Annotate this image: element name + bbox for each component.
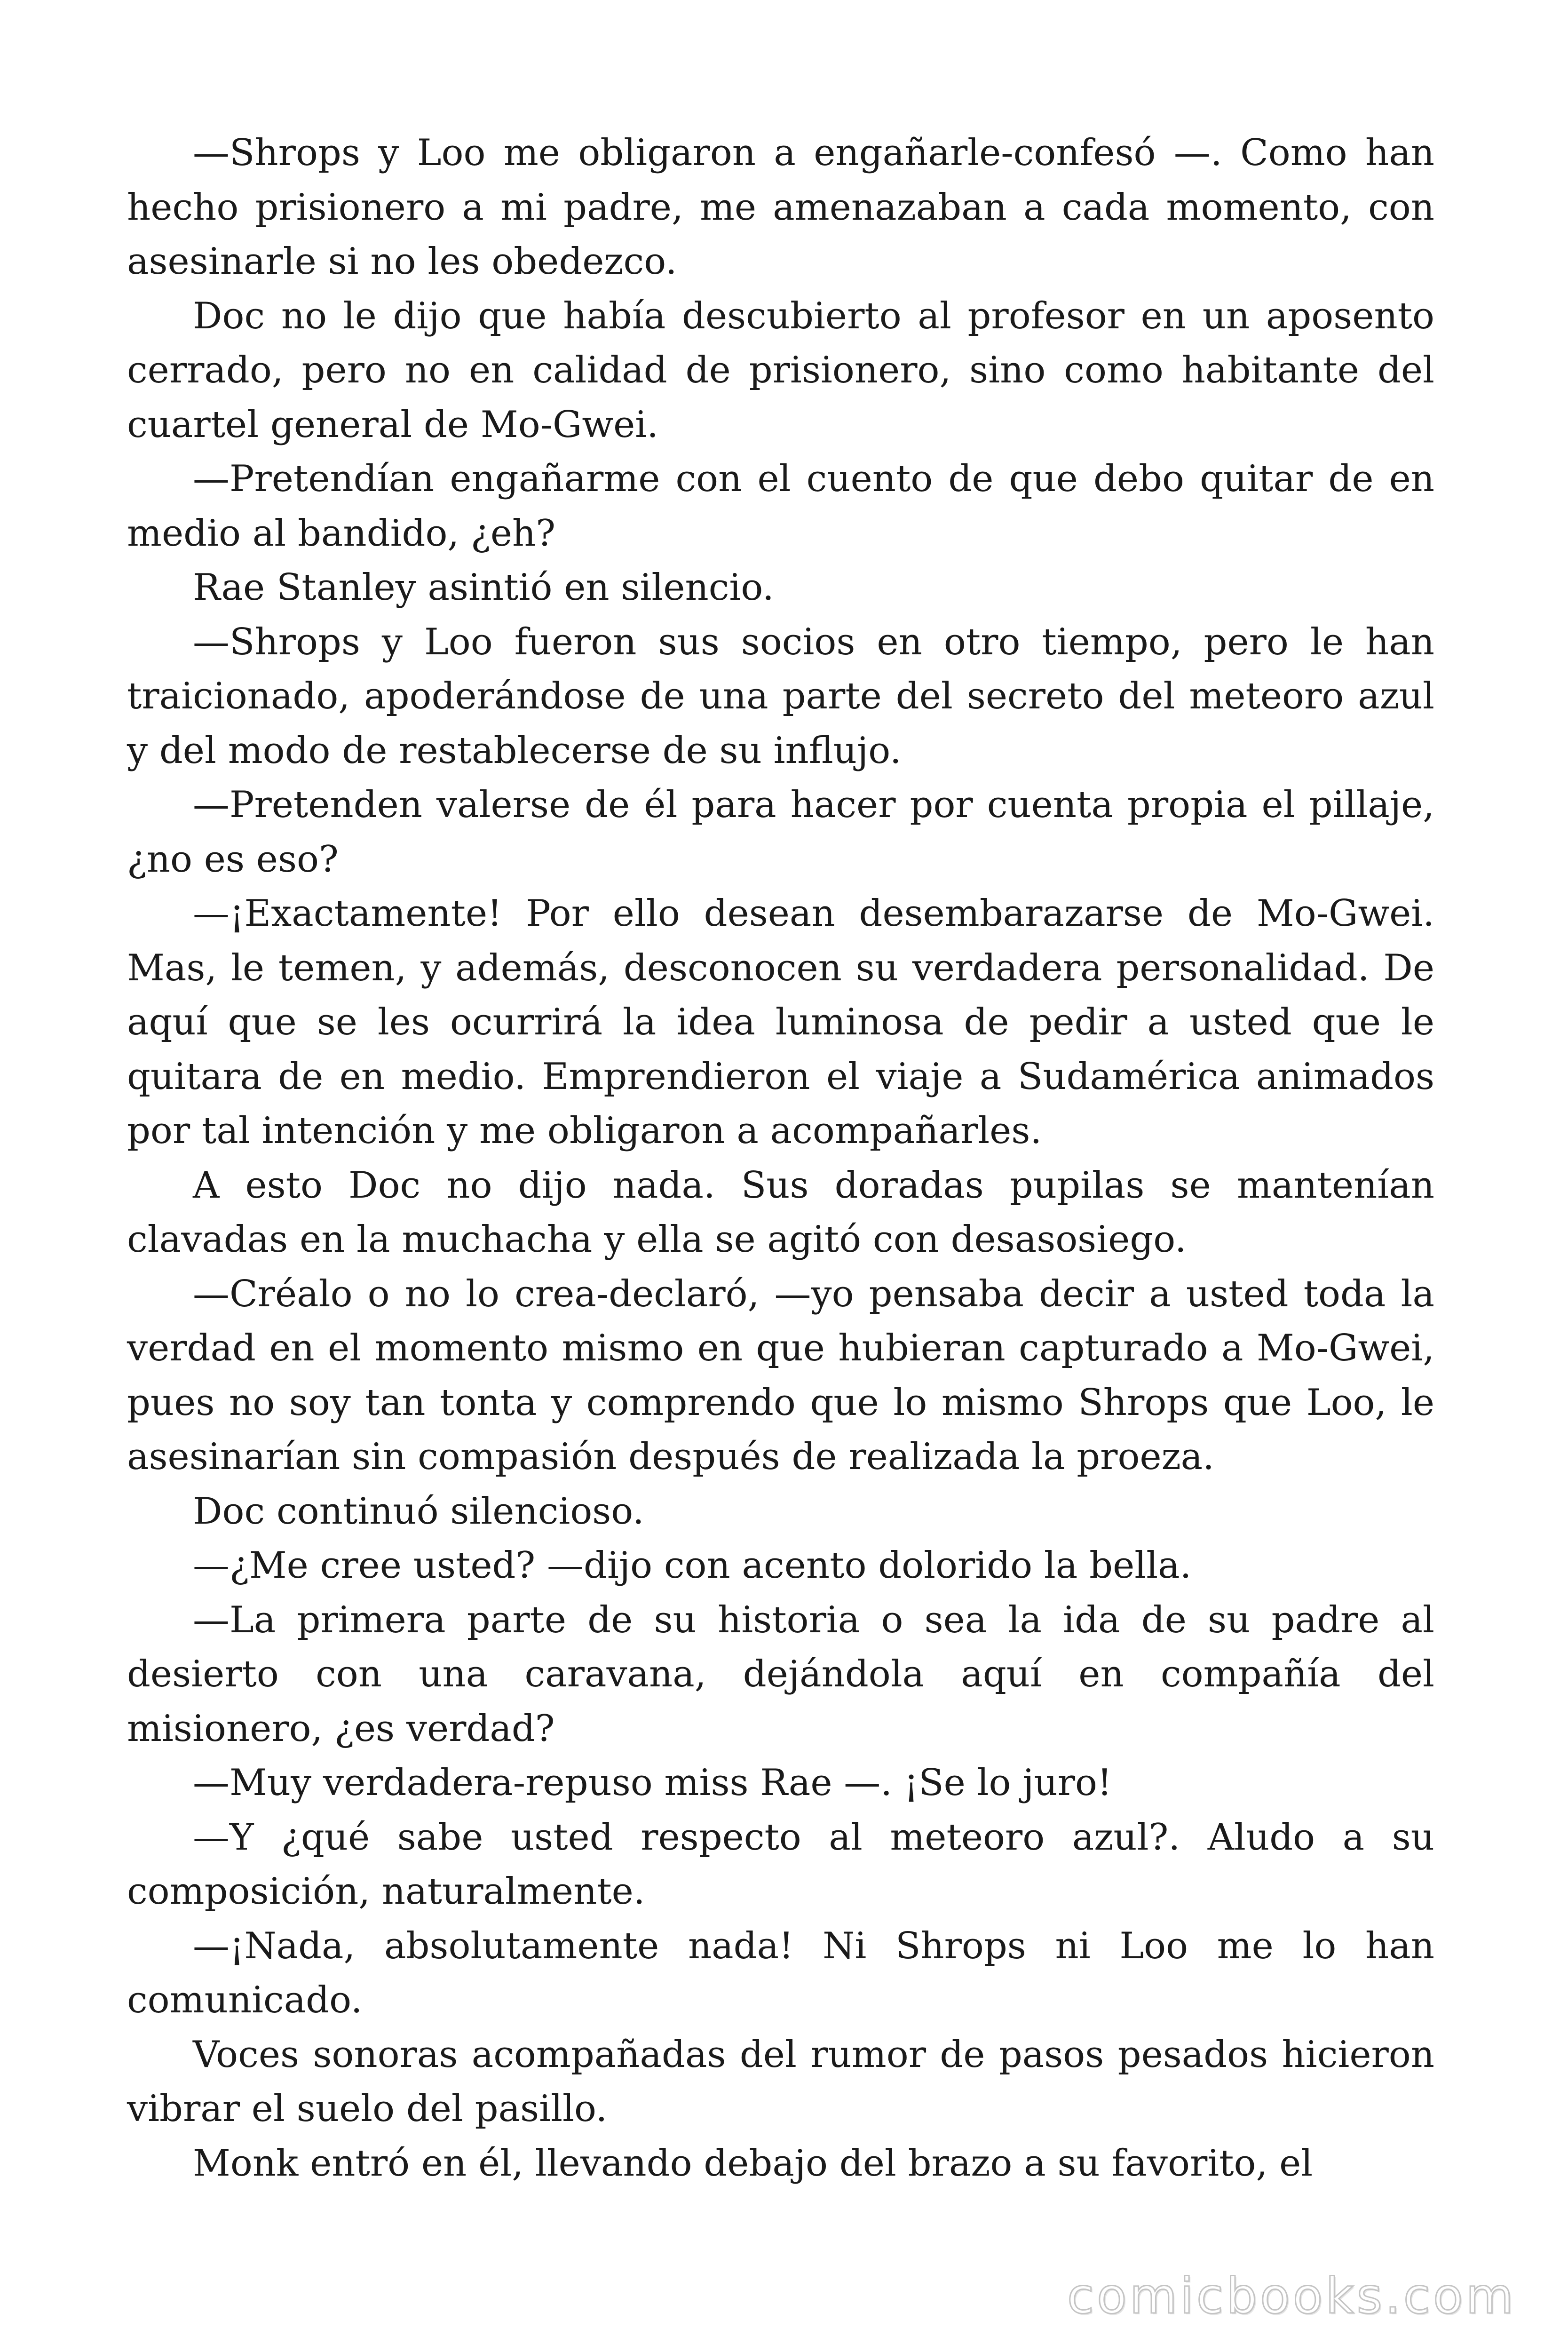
body-text [127,126,1434,2191]
paragraph: —Pretendían engañarme con el cuento de que debo quitar de en medio al bandido, ¿eh? [127,458,1434,555]
paragraph: —La primera parte de su historia o sea la ida de su padre al desierto con una caravana, dejándola aquí en compañía del misionero, ¿es verdad? [127,1598,1434,1750]
paragraph: Rae Stanley asintió en silencio. [193,566,774,609]
paragraph: —Y ¿qué sabe usted respecto al meteoro azul?. Aludo a su composición, naturalmente. [127,1816,1434,1913]
paragraph: Voces sonoras acompañadas del rumor de pasos pesados hicieron vibrar el suelo del pasillo. [127,2033,1434,2130]
paragraph: —Muy verdadera-repuso miss Rae —. ¡Se lo juro! [193,1762,1112,1804]
paragraph: —¿Me cree usted? —dijo con acento dolorido la bella. [193,1544,1192,1587]
paragraph: —Shrops y Loo me obligaron a engañarle-confesó —. Como han hecho prisionero a mi padre, me amenazaban a cada momento, con asesinarle si no les obedezco. [127,132,1434,283]
paragraph: Doc no le dijo que había descubierto al profesor en un aposento cerrado, pero no en calidad de prisionero, sino como habitante del cuartel general de Mo-Gwei. [127,294,1434,446]
paragraph: A esto Doc no dijo nada. Sus doradas pupilas se mantenían clavadas en la muchacha y ella se agitó con desasosiego. [127,1164,1434,1261]
paragraph: —¡Nada, absolutamente nada! Ni Shrops ni Loo me lo han comunicado. [127,1924,1434,2021]
paragraph: —Shrops y Loo fueron sus socios en otro tiempo, pero le han traicionado, apoderándose de una parte del secreto del meteoro azul y del modo de restablecerse de su influjo. [127,620,1434,772]
paragraph: —Créalo o no lo crea-declaró, —yo pensaba decir a usted toda la verdad en el momento mismo en que hubieran capturado a Mo-Gwei, pues no soy tan tonta y comprendo que lo mismo Shrops que Loo, le asesinarían sin compasión después de realizada la proeza. [127,1272,1434,1478]
paragraph: —¡Exactamente! Por ello desean desembarazarse de Mo-Gwei. Mas, le temen, y además, desconocen su verdadera personalidad. De aquí que se les ocurrirá la idea luminosa de pedir a usted que le quitara de en medio. Emprendieron el viaje a Sudamérica animados por tal intención y me obligaron a acompañarles. [127,892,1434,1152]
paragraph: Doc continuó silencioso. [193,1490,644,1533]
watermark: comicbooks.com [1067,2267,1516,2325]
paragraph: Monk entró en él, llevando debajo del brazo a su favorito, el [193,2142,1313,2185]
paragraph: —Pretenden valerse de él para hacer por cuenta propia el pillaje, ¿no es eso? [127,784,1434,881]
